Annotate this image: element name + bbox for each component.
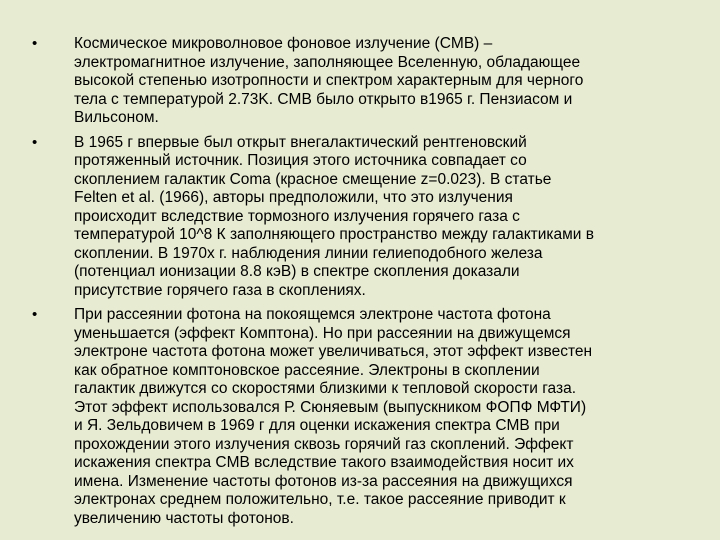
bullet-item-compton-sz — [32, 306, 692, 528]
bullet-text-line: присутствие горячего газа в скоплениях. — [74, 281, 366, 299]
bullet-text-line: электромагнитное излучение, заполняющее Вселенную, обладающее — [74, 53, 581, 71]
bullet-text-line: электронах среднем положительно, т.е. такое рассеяние приводит к — [74, 491, 566, 508]
bullet-item-cmb — [32, 35, 692, 128]
bullet-text-line: Космическое микроволновое фоновое излучение (CMB) – — [74, 35, 493, 52]
bullet-text-line: протяженный источник. Позиция этого источника совпадает со — [74, 152, 527, 169]
bullet-text-line: уменьшается (эффект Комптона). Но при рассеянии на движущемся — [74, 324, 571, 342]
bullet-text-line: тела с температурой 2.73K. CMB было открыто в1965 г. Пензиасом и — [74, 90, 573, 108]
bullet-text-line: высокой степенью изотропности и спектром характерным для черного — [74, 72, 584, 89]
bullet-text-line: имена. Изменение частоты фотонов из-за рассеяния на движущихся — [74, 472, 573, 490]
bullet-text-line: как обратное комптоновское рассеяние. Электроны в скоплении — [74, 361, 540, 379]
bullet-text-line: скоплением галактик Coma (красное смещение z=0.023). В статье — [74, 170, 552, 188]
bullet-text-line: При рассеянии фотона на покоящемся электроне частота фотона — [74, 306, 551, 323]
bullet-text-line: (потенциал ионизации 8.8 кэВ) в спектре скопления доказали — [74, 263, 520, 280]
bullet-icon: • — [32, 306, 38, 323]
bullet-text-line: увеличению частоты фотонов. — [74, 509, 294, 527]
bullet-text-line: скоплении. В 1970х г. наблюдения линии гелиеподобного железа — [74, 244, 543, 262]
bullet-text-line: Felten et al. (1966), авторы предположили, что это излучения — [74, 189, 513, 206]
bullet-text-line: искажения спектра CMB вследствие такого взаимодействия носит их — [74, 454, 574, 471]
bullet-text-line: В 1965 г впервые был открыт внегалактический рентгеновский — [74, 133, 527, 151]
bullet-text-line: температурой 10^8 К заполняющего пространство между галактиками в — [74, 226, 595, 243]
bullet-text-line: происходит вследствие тормозного излучения горячего газа с — [74, 207, 520, 225]
bullet-text-line: электроне частота фотона может увеличиваться, этот эффект известен — [74, 343, 593, 360]
bullet-text-line: Этот эффект использовался Р. Сюняевым (выпускником ФОПФ МФТИ) — [74, 398, 587, 416]
bullet-text-line: прохождении этого излучения сквозь горячий газ скоплений. Эффект — [74, 435, 574, 453]
bullet-text-line: галактик движутся со скоростями близкими к тепловой скорости газа. — [74, 380, 577, 397]
bullet-item-xray-cluster — [32, 134, 692, 301]
bullet-icon: • — [32, 35, 38, 52]
bullet-text-line: Вильсоном. — [74, 109, 159, 126]
bullet-icon: • — [32, 133, 38, 151]
bullet-list — [32, 35, 692, 534]
bullet-text-line: и Я. Зельдовичем в 1969 г для оценки искажения спектра CMB при — [74, 417, 560, 434]
